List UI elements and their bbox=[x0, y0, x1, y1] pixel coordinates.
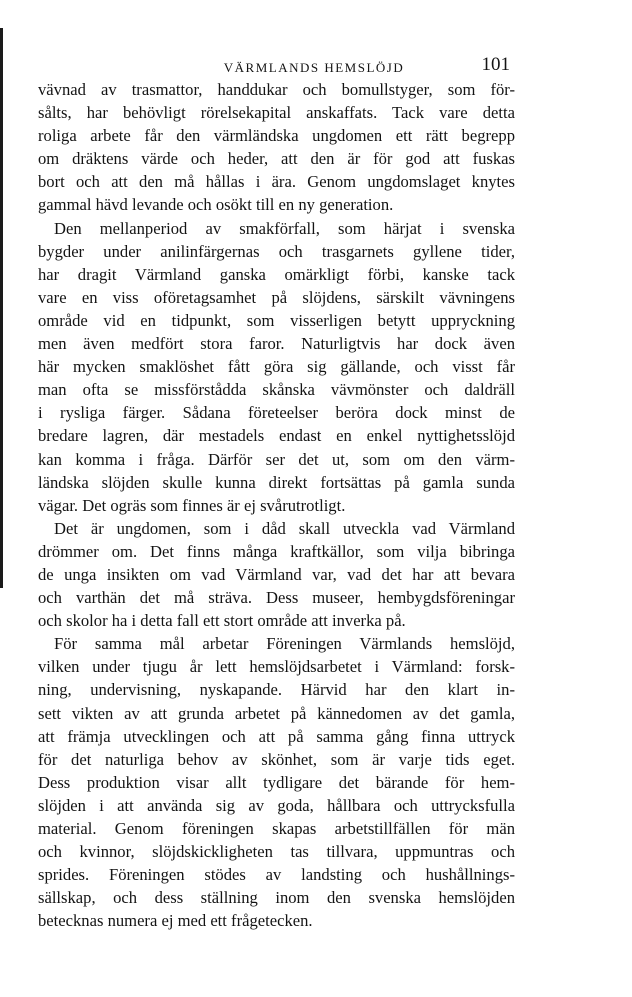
text-line: sällskap, och dess ställning inom den svenska hemslöjden bbox=[38, 888, 515, 908]
text-line: roliga arbete får den värmländska ungdomen ett rätt begrepp bbox=[38, 126, 515, 146]
text-line: område vid en tidpunkt, som visserligen betytt uppryckning bbox=[38, 310, 515, 330]
text-line: vägar. Det ogräs som finnes är ej svårutrotligt. bbox=[38, 495, 346, 515]
text-line: bygder under anilinfärgernas och trasgarnets gyllene tider, bbox=[38, 241, 515, 261]
text-line: Det är ungdomen, som i dåd skall utveckla vad Värmland bbox=[54, 518, 515, 538]
text-line: men även medfört stora faror. Naturligtvis har dock även bbox=[38, 334, 515, 354]
text-line: har dragit Värmland ganska omärkligt förbi, kanske tack bbox=[38, 264, 515, 284]
text-line: om dräktens värde och heder, att den är för god att fuskas bbox=[38, 149, 515, 169]
running-head: VÄRMLANDS HEMSLÖJD bbox=[223, 60, 405, 75]
body-text bbox=[38, 78, 515, 932]
text-line: betecknas numera ej med ett frågetecken. bbox=[38, 911, 313, 931]
text-line: sett vikten av att grunda arbetet på kännedomen av det gamla, bbox=[38, 703, 515, 723]
text-line: gammal hävd levande och osökt till en ny generation. bbox=[38, 195, 394, 215]
text-line: Den mellanperiod av smakförfall, som härjat i svenska bbox=[54, 218, 515, 238]
text-line: vare en viss oföretagsamhet på slöjdens, särskilt vävningens bbox=[38, 287, 515, 307]
text-line: Dess produktion visar allt tydligare det bärande för hem- bbox=[38, 772, 515, 792]
page-number: 101 bbox=[481, 54, 510, 75]
text-line: ländska slöjden skulle kunna direkt fortsättas på gamla sunda bbox=[38, 472, 515, 492]
text-line: sålts, har behövligt rörelsekapital anskaffats. Tack vare detta bbox=[38, 103, 515, 123]
text-line: vävnad av trasmattor, handdukar och bomullstyger, som för- bbox=[38, 80, 515, 99]
text-line: material. Genom föreningen skapas arbetstillfällen för män bbox=[38, 819, 515, 838]
text-line: bredare lagren, där mestadels endast en enkel nyttighetsslöjd bbox=[38, 426, 515, 446]
text-line: de unga insikten om vad Värmland var, vad det har att bevara bbox=[38, 564, 515, 584]
text-line: För samma mål arbetar Föreningen Värmlands hemslöjd, bbox=[54, 634, 515, 654]
text-line: man ofta se missförstådda skånska vävmönster och daldräll bbox=[38, 380, 515, 400]
text-line: för det naturliga behov av skönhet, som är varje tids eget. bbox=[38, 749, 515, 769]
text-line: kan komma i fråga. Därför ser det ut, som om den värm- bbox=[38, 449, 515, 469]
text-line: bort och att den må hållas i ära. Genom ungdomslaget knytes bbox=[38, 172, 515, 192]
text-line: sprides. Föreningen stödes av landsting och hushållnings- bbox=[38, 865, 515, 885]
text-line: i rysliga färger. Sådana företeelser beröra dock minst de bbox=[38, 403, 515, 423]
text-line: ning, undervisning, nyskapande. Härvid har den klart in- bbox=[38, 680, 515, 700]
text-line: slöjden i att använda sig av goda, hållbara och uttrycksfulla bbox=[38, 795, 515, 815]
text-line: och skolor ha i detta fall ett stort område att inverka på. bbox=[38, 611, 406, 631]
text-line: och varthän det må sträva. Dess museer, hembygdsföreningar bbox=[38, 588, 515, 608]
page-edge-rule bbox=[0, 28, 3, 588]
text-line: vilken under tjugu år lett hemslöjdsarbetet i Värmland: forsk- bbox=[38, 657, 515, 677]
text-line: och kvinnor, slöjdskickligheten tas tillvara, uppmuntras och bbox=[38, 842, 515, 862]
text-line: att främja utvecklingen och att på samma gång finna uttryck bbox=[38, 726, 515, 746]
text-line: här mycken smaklöshet fått göra sig gällande, och visst får bbox=[38, 357, 515, 377]
text-line: drömmer om. Det finns många kraftkällor, som vilja bibringa bbox=[38, 541, 515, 561]
